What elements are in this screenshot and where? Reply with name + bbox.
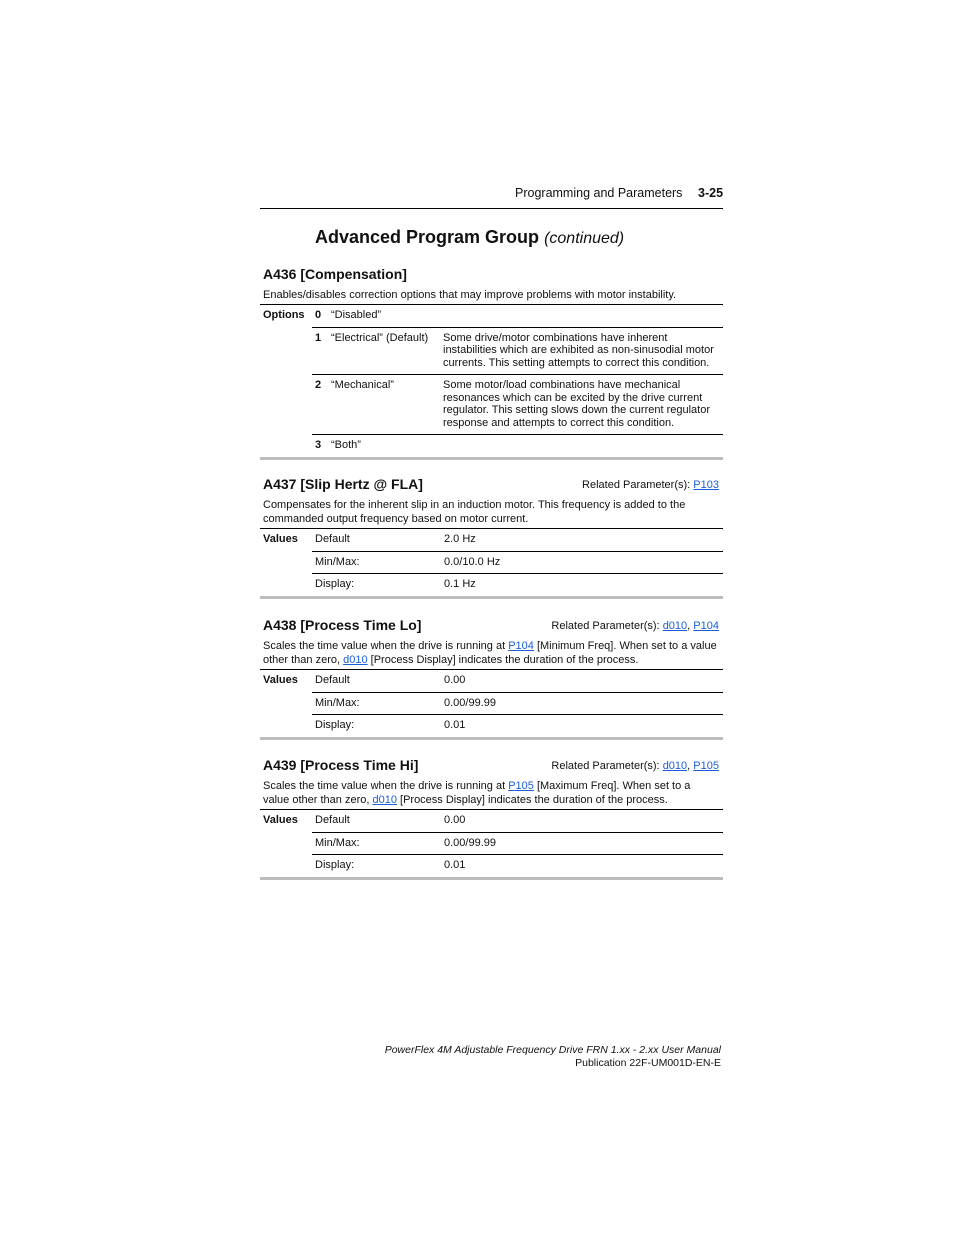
- value-value: 2.0 Hz: [441, 529, 723, 552]
- param-title: A438 [Process Time Lo]: [263, 617, 422, 633]
- option-name: “Mechanical”: [328, 375, 440, 435]
- value-value: 0.00: [441, 670, 723, 693]
- param-description: [260, 639, 723, 667]
- option-name: “Both”: [331, 439, 361, 451]
- value-name: Min/Max:: [312, 692, 441, 715]
- inline-link-d010[interactable]: d010: [372, 794, 397, 806]
- related-separator: ,: [687, 760, 694, 772]
- param-header: [260, 476, 723, 498]
- param-a438: [260, 617, 723, 740]
- option-description: [440, 435, 723, 457]
- related-link-p104[interactable]: P104: [693, 620, 719, 632]
- value-row: [260, 810, 723, 833]
- option-row: [260, 327, 723, 375]
- related-parameters: [551, 760, 719, 772]
- param-a437: [260, 476, 723, 599]
- value-row: [260, 832, 723, 855]
- value-value: 0.00/99.99: [441, 692, 723, 715]
- value-name: Display:: [315, 859, 355, 871]
- param-a436: [260, 266, 723, 460]
- param-title: A437 [Slip Hertz @ FLA]: [263, 476, 423, 492]
- value-row: [260, 574, 723, 596]
- value-row: [260, 715, 723, 737]
- desc-text: [Minimum Freq]. When set to a value other than zero,: [263, 640, 717, 666]
- param-header: [260, 266, 723, 288]
- value-row: [260, 692, 723, 715]
- related-link-p103[interactable]: P103: [693, 479, 719, 491]
- value-row: [260, 551, 723, 574]
- values-table: [260, 528, 723, 596]
- value-row: [260, 855, 723, 877]
- options-label: Options: [263, 309, 305, 321]
- group-title-text: Advanced Program Group: [315, 227, 540, 247]
- values-table: [260, 809, 723, 877]
- group-title: [315, 227, 624, 248]
- value-value: 0.00/99.99: [441, 832, 723, 855]
- value-value: 0.01: [444, 859, 466, 871]
- option-row: [260, 435, 723, 457]
- related-link-p105[interactable]: P105: [693, 760, 719, 772]
- footer-publication: Publication 22F-UM001D-EN-E: [575, 1057, 721, 1069]
- option-name: “Disabled”: [328, 305, 440, 328]
- values-label: Values: [263, 674, 298, 686]
- value-name: Default: [312, 529, 441, 552]
- inline-link-p105[interactable]: P105: [508, 780, 534, 792]
- param-title: A436 [Compensation]: [263, 266, 407, 282]
- option-number: 1: [312, 327, 328, 375]
- related-label: Related Parameter(s):: [551, 620, 660, 632]
- header-rule: [260, 208, 723, 209]
- related-parameters: [551, 620, 719, 632]
- footer-manual-title: PowerFlex 4M Adjustable Frequency Drive FRN 1.xx - 2.xx User Manual: [384, 1044, 721, 1056]
- section-end-rule: [260, 596, 723, 599]
- param-header: [260, 617, 723, 639]
- param-description: Compensates for the inherent slip in an induction motor. This frequency is added to the commanded output frequency based on motor current.: [263, 499, 686, 525]
- value-name: Display:: [315, 578, 355, 590]
- options-table: [260, 304, 723, 457]
- value-row: [260, 529, 723, 552]
- inline-link-d010[interactable]: d010: [343, 654, 368, 666]
- param-title: A439 [Process Time Hi]: [263, 757, 419, 773]
- running-header-title: Programming and Parameters: [515, 186, 683, 200]
- page-footer: [385, 1044, 721, 1070]
- related-separator: ,: [687, 620, 694, 632]
- desc-text: [Maximum Freq]. When set to a value other than zero,: [263, 780, 691, 806]
- value-name: Min/Max:: [312, 832, 441, 855]
- param-description: [260, 779, 723, 807]
- desc-text: Scales the time value when the drive is running at: [263, 780, 509, 792]
- values-label: Values: [263, 814, 298, 826]
- option-row: [260, 375, 723, 435]
- values-label: Values: [263, 533, 298, 545]
- value-name: Default: [312, 670, 441, 693]
- desc-text: [Process Display] indicates the duration of the process.: [367, 654, 639, 666]
- value-value: 0.01: [444, 719, 466, 731]
- related-label: Related Parameter(s):: [582, 479, 691, 491]
- inline-link-p104[interactable]: P104: [508, 640, 534, 652]
- param-header: [260, 757, 723, 779]
- option-description: Some motor/load combinations have mechanical resonances which can be excited by the drive current regulator. This setting slows down the current regulator response and attempts to correct this condition.: [440, 375, 723, 435]
- option-description: [440, 305, 723, 328]
- desc-text: Scales the time value when the drive is running at: [263, 640, 509, 652]
- value-name: Min/Max:: [312, 551, 441, 574]
- value-value: 0.0/10.0 Hz: [441, 551, 723, 574]
- value-row: [260, 670, 723, 693]
- section-end-rule: [260, 737, 723, 740]
- related-label: Related Parameter(s):: [551, 760, 660, 772]
- option-name: “Electrical” (Default): [328, 327, 440, 375]
- related-link-d010[interactable]: d010: [662, 760, 688, 772]
- option-number: 2: [312, 375, 328, 435]
- option-number: 0: [312, 305, 328, 328]
- param-description: Enables/disables correction options that may improve problems with motor instability.: [263, 289, 677, 301]
- value-name: Default: [312, 810, 441, 833]
- param-a439: [260, 757, 723, 880]
- option-number: 3: [315, 439, 322, 451]
- value-name: Display:: [315, 719, 355, 731]
- value-value: 0.00: [441, 810, 723, 833]
- values-table: [260, 669, 723, 737]
- related-parameters: [582, 479, 719, 491]
- group-title-continued: (continued): [544, 230, 625, 247]
- section-end-rule: [260, 457, 723, 460]
- option-description: Some drive/motor combinations have inherent instabilities which are exhibited as non-sinusodial motor currents. This setting attempts to correct this condition.: [440, 327, 723, 375]
- option-row: [260, 305, 723, 328]
- section-end-rule: [260, 877, 723, 880]
- related-link-d010[interactable]: d010: [662, 620, 688, 632]
- desc-text: [Process Display] indicates the duration of the process.: [396, 794, 668, 806]
- page-number: 3-25: [698, 186, 724, 200]
- value-value: 0.1 Hz: [444, 578, 476, 590]
